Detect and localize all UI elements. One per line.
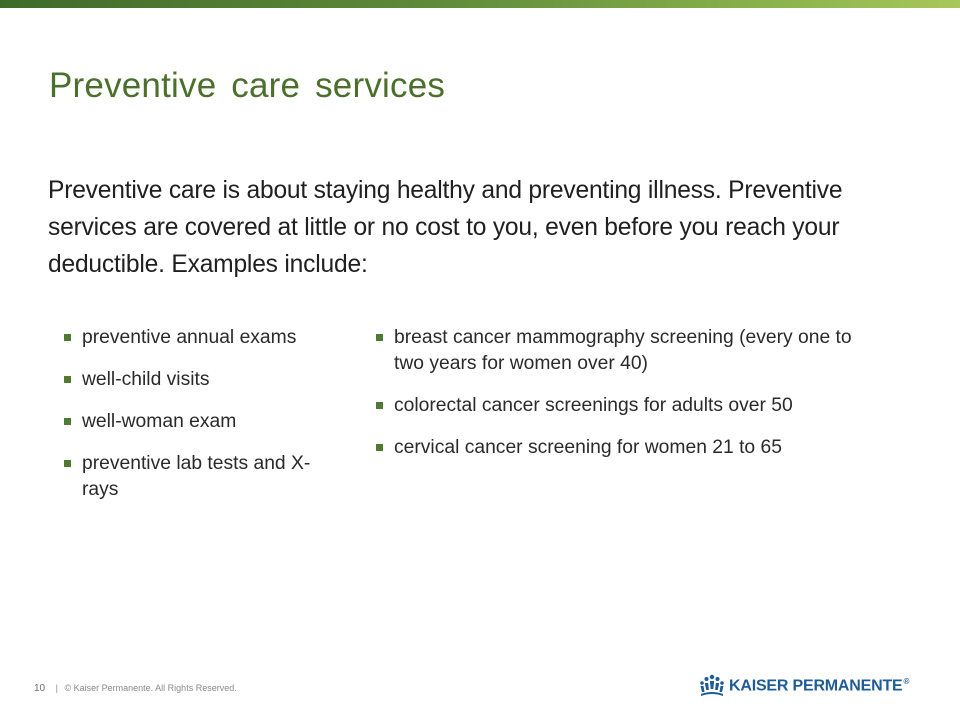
- square-bullet-icon: [64, 376, 71, 383]
- list-item-text: well-woman exam: [82, 411, 237, 432]
- bullet-list-right: [376, 325, 856, 477]
- logo-wordmark: [729, 677, 909, 695]
- list-item: [376, 325, 856, 377]
- list-item: [376, 435, 856, 461]
- intro-paragraph: Preventive care is about staying healthy and preventing illness. Preventive services are covered at little or no cost to you, even before you reach your deductible. Examples include:: [48, 177, 843, 278]
- bullet-list-left: [64, 325, 340, 519]
- list-item: [64, 451, 340, 503]
- list-item: [64, 367, 340, 393]
- logo-text: KAISER PERMANENTE: [729, 677, 903, 695]
- list-item: [376, 393, 856, 419]
- square-bullet-icon: [376, 444, 383, 451]
- list-item-text: well-child visits: [82, 369, 210, 390]
- square-bullet-icon: [64, 418, 71, 425]
- list-item-text: cervical cancer screening for women 21 to 65: [394, 437, 782, 458]
- kp-people-logo-icon: [699, 674, 725, 698]
- slide-footer: [34, 683, 237, 694]
- kaiser-permanente-logo: [699, 672, 909, 700]
- footer-separator: |: [55, 683, 58, 693]
- list-item: [64, 325, 340, 351]
- page-number: 10: [34, 683, 46, 694]
- list-item-text: preventive lab tests and X-rays: [82, 453, 311, 500]
- square-bullet-icon: [376, 334, 383, 341]
- list-item-text: colorectal cancer screenings for adults over 50: [394, 395, 793, 416]
- list-item-text: breast cancer mammography screening (every one to two years for women over 40): [394, 327, 852, 374]
- copyright-text: © Kaiser Permanente. All Rights Reserved.: [64, 683, 237, 693]
- list-item-text: preventive annual exams: [82, 327, 297, 348]
- slide-title: Preventive care services: [49, 66, 446, 105]
- square-bullet-icon: [376, 402, 383, 409]
- list-item: [64, 409, 340, 435]
- registered-mark: ®: [903, 676, 910, 686]
- top-accent-bar: [0, 0, 960, 8]
- square-bullet-icon: [64, 334, 71, 341]
- square-bullet-icon: [64, 460, 71, 467]
